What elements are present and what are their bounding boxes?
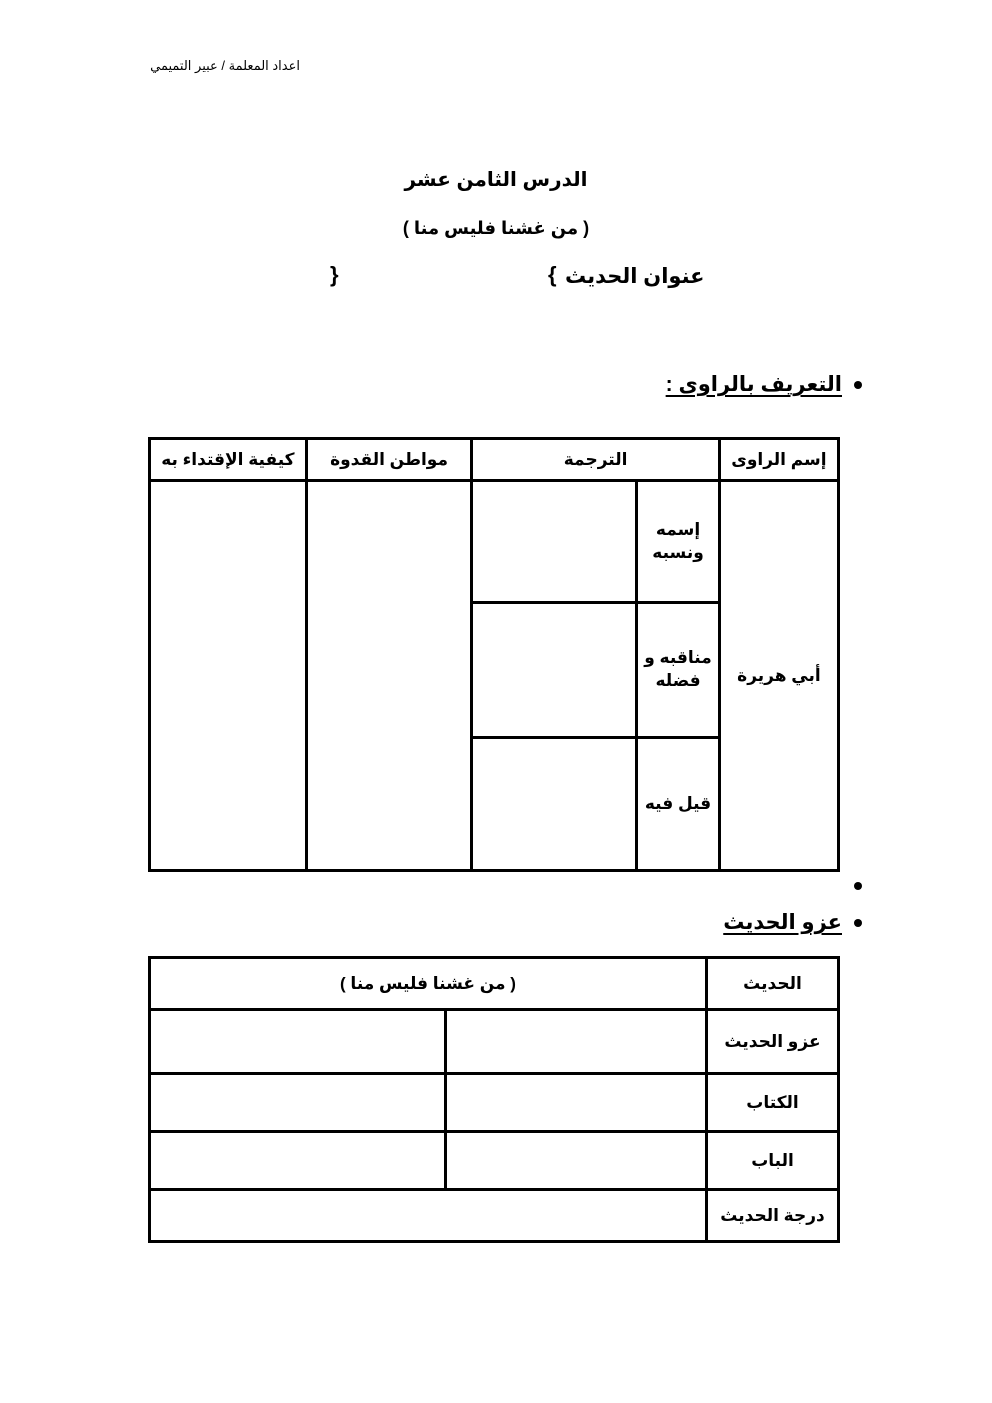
bullet-icon: [854, 381, 862, 389]
book-value-2[interactable]: [150, 1074, 446, 1132]
empty-bullet-line: [854, 882, 862, 890]
role-model-cell[interactable]: [306, 481, 472, 871]
bio-label-lineage-text: إسمه ونسبه: [652, 519, 704, 562]
bio-value-virtues[interactable]: [472, 603, 637, 738]
bio-label-virtues: [637, 603, 720, 738]
hadith-title-label: عنوان الحديث: [565, 265, 705, 288]
header-narrator-name: إسم الراوى: [719, 439, 838, 481]
bullet-icon: [854, 882, 862, 890]
row-label-attribution: عزو الحديث: [707, 1010, 839, 1074]
header-biography: الترجمة: [472, 439, 720, 481]
attribution-heading-line: [723, 910, 862, 935]
author-credit: اعداد المعلمة / عبير التميمي: [150, 58, 300, 73]
attribution-table: [148, 956, 840, 1243]
attribution-value-2[interactable]: [150, 1010, 446, 1074]
bio-label-virtues-text: مناقبه و فضله: [644, 648, 712, 690]
how-to-follow-cell[interactable]: [150, 481, 307, 871]
narrator-heading-line: [666, 372, 862, 397]
grade-value[interactable]: [150, 1190, 707, 1242]
bio-value-lineage[interactable]: [472, 481, 637, 603]
lesson-title: الدرس الثامن عشر: [404, 169, 588, 191]
narrator-table: [148, 437, 840, 872]
bio-label-said-about: [637, 738, 720, 871]
attribution-heading: عزو الحديث: [723, 911, 842, 934]
hadith-text-cell: ( من غشنا فليس منا ): [150, 958, 707, 1010]
lesson-subtitle: ( من غشنا فليس منا ): [402, 218, 590, 238]
bullet-icon: [854, 919, 862, 927]
bio-label-lineage: [637, 481, 720, 603]
bio-label-said-about-text: قيل فيه: [644, 793, 712, 813]
row-label-hadith: الحديث: [707, 958, 839, 1010]
bio-value-said-about[interactable]: [472, 738, 637, 871]
narrator-name-cell: أبي هريرة: [719, 481, 838, 871]
brace-close: }: [330, 262, 339, 287]
row-label-chapter: الباب: [707, 1132, 839, 1190]
chapter-value-2[interactable]: [150, 1132, 446, 1190]
chapter-value-1[interactable]: [446, 1132, 707, 1190]
attribution-value-1[interactable]: [446, 1010, 707, 1074]
row-label-grade: درجة الحديث: [707, 1190, 839, 1242]
narrator-heading: التعريف بالراوى :: [665, 373, 842, 396]
book-value-1[interactable]: [446, 1074, 707, 1132]
brace-open: {: [548, 262, 557, 287]
row-label-book: الكتاب: [707, 1074, 839, 1132]
header-how-to-follow: كيفية الإقتداء به: [150, 439, 307, 481]
header-role-model: مواطن القدوة: [306, 439, 472, 481]
